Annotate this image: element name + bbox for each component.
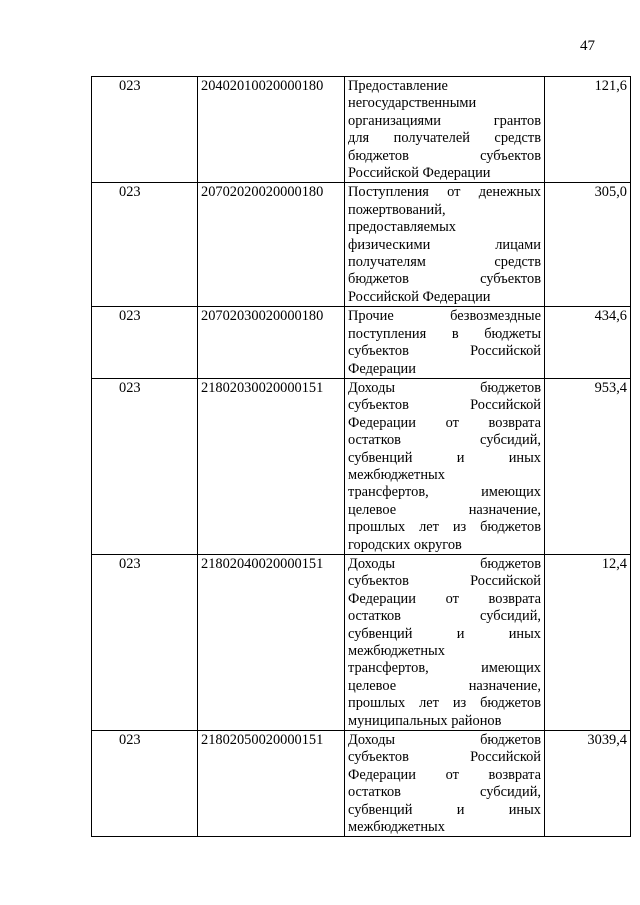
table-row <box>92 378 631 554</box>
page-number: 47 <box>580 38 595 54</box>
revenue-name-line: муниципальных районов <box>348 712 502 729</box>
revenue-name-line: межбюджетных <box>348 819 445 836</box>
revenue-name-line: физическими лицами <box>348 236 541 253</box>
revenue-name-line: Российской Федерации <box>348 165 491 182</box>
revenue-name-line: прошлых лет из бюджетов <box>348 695 541 712</box>
revenue-name-line: Федерации <box>348 360 416 377</box>
amount-cell: 12,4 <box>545 554 631 730</box>
revenue-name-line: Прочие безвозмездные <box>348 308 541 325</box>
kbk-code-cell: 21802030020000151 <box>198 378 345 554</box>
revenue-name-line: Предоставление <box>348 78 448 94</box>
revenue-name-line: Доходы бюджетов <box>348 379 541 396</box>
kbk-code-cell: 20702030020000180 <box>198 307 345 379</box>
revenue-name-cell <box>345 731 545 837</box>
amount-cell: 305,0 <box>545 183 631 307</box>
revenue-name-line: городских округов <box>348 536 462 553</box>
kbk-code-cell: 21802040020000151 <box>198 554 345 730</box>
revenue-name-cell <box>345 307 545 379</box>
table-row <box>92 77 631 183</box>
revenue-name-line: организациями грантов <box>348 112 541 129</box>
revenue-name-cell <box>345 183 545 307</box>
revenue-name-cell <box>345 77 545 183</box>
revenue-name-line: остатков субсидий, <box>348 608 541 625</box>
revenue-name-line: пожертвований, <box>348 201 446 218</box>
revenue-name-line: Доходы бюджетов <box>348 732 541 749</box>
admin-code-cell: 023 <box>92 378 198 554</box>
revenue-name-line: Федерации от возврата <box>348 414 541 431</box>
revenue-name-line: межбюджетных <box>348 466 445 483</box>
revenue-name-line: Федерации от возврата <box>348 766 541 783</box>
revenue-name-line: целевое назначение, <box>348 677 541 694</box>
revenue-name-line: поступления в бюджеты <box>348 325 541 342</box>
amount-cell: 434,6 <box>545 307 631 379</box>
revenue-name-line: трансфертов, имеющих <box>348 660 541 677</box>
revenue-name-line: Российской Федерации <box>348 288 491 305</box>
revenue-name-line: субъектов Российской <box>348 397 541 414</box>
amount-cell: 3039,4 <box>545 731 631 837</box>
revenue-name-line: негосударственными <box>348 95 477 112</box>
kbk-code-cell: 20702020020000180 <box>198 183 345 307</box>
amount-cell: 953,4 <box>545 378 631 554</box>
revenue-table <box>91 76 631 837</box>
revenue-name-line: остатков субсидий, <box>348 432 541 449</box>
revenue-name-line: прошлых лет из бюджетов <box>348 519 541 536</box>
table-row <box>92 554 631 730</box>
revenue-name-line: остатков субсидий, <box>348 784 541 801</box>
revenue-name-line: трансфертов, имеющих <box>348 484 541 501</box>
admin-code-cell: 023 <box>92 77 198 183</box>
revenue-name-line: субвенций и иных <box>348 801 541 818</box>
revenue-name-line: Доходы бюджетов <box>348 555 541 572</box>
kbk-code-cell: 20402010020000180 <box>198 77 345 183</box>
revenue-name-line: получателям средств <box>348 254 541 271</box>
revenue-name-line: субъектов Российской <box>348 573 541 590</box>
table-body <box>92 77 631 837</box>
revenue-name-line: субвенций и иных <box>348 625 541 642</box>
admin-code-cell: 023 <box>92 731 198 837</box>
revenue-name-line: бюджетов субъектов <box>348 271 541 288</box>
revenue-name-line: субвенций и иных <box>348 449 541 466</box>
revenue-name-line: Поступления от денежных <box>348 184 541 201</box>
table-row <box>92 307 631 379</box>
amount-cell: 121,6 <box>545 77 631 183</box>
kbk-code-cell: 21802050020000151 <box>198 731 345 837</box>
revenue-name-cell <box>345 378 545 554</box>
table-row <box>92 183 631 307</box>
revenue-name-line: Федерации от возврата <box>348 590 541 607</box>
table-row <box>92 731 631 837</box>
admin-code-cell: 023 <box>92 307 198 379</box>
revenue-name-cell <box>345 554 545 730</box>
revenue-name-line: субъектов Российской <box>348 343 541 360</box>
revenue-name-line: межбюджетных <box>348 643 445 659</box>
revenue-name-line: предоставляемых <box>348 219 456 236</box>
revenue-name-line: субъектов Российской <box>348 749 541 766</box>
revenue-name-line: целевое назначение, <box>348 501 541 518</box>
revenue-name-line: для получателей средств <box>348 130 541 147</box>
admin-code-cell: 023 <box>92 554 198 730</box>
revenue-name-line: бюджетов субъектов <box>348 147 541 164</box>
admin-code-cell: 023 <box>92 183 198 307</box>
